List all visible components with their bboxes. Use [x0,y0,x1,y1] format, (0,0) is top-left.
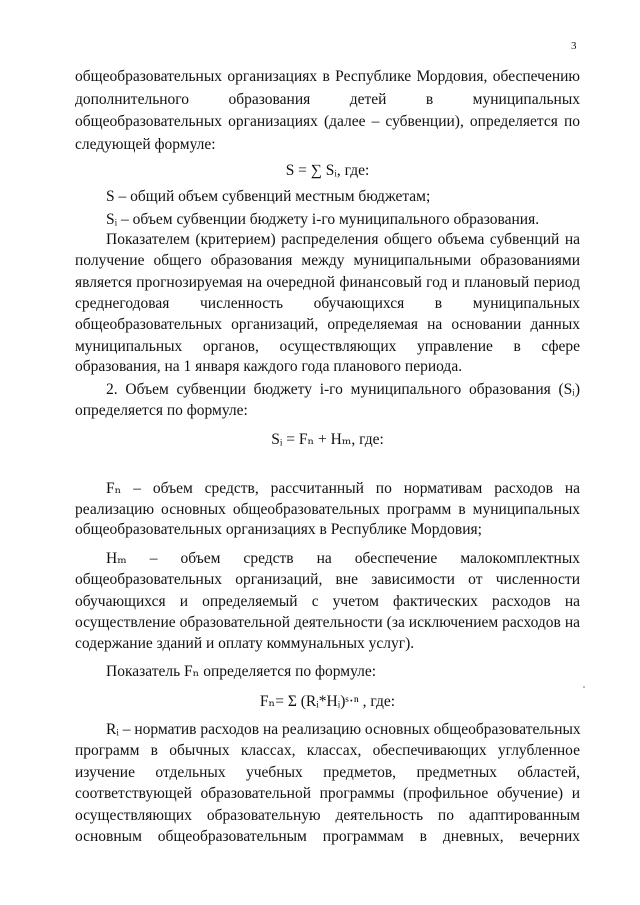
text-line: общеобразовательных организациях в Республике Мордовия; [75,521,482,538]
text-line: Rᵢ – норматив расходов на реализацию основных общеобразовательных [106,721,581,738]
text-line: соответствующей образовательной программы (профильное обучение) и [75,785,580,802]
text-line: общеобразовательных организаций, вне зависимости от численности [75,571,580,588]
text-line: дополнительного образования детей в муниципальных [75,91,580,108]
text-line: общеобразовательных организаций, определяемая на основании данных [75,316,580,333]
text-line: Hₘ – объем средств на обеспечение малокомплектных [106,550,580,567]
text-line: следующей формуле: [75,136,216,153]
text-line: изучение отдельных учебных предметов, предметных областей, [75,764,580,781]
text-line: обучающихся и определяемый с учетом фактических расходов на [75,593,580,610]
text-line: Показателем (критерием) распределения общего объема субвенций на [106,231,580,248]
page-number: 3 [571,40,577,52]
text-line: реализацию основных общеобразовательных программ в муниципальных [75,501,580,518]
text-line: среднегодовая численность обучающихся в муниципальных [75,295,580,312]
text-line: Fₙ – объем средств, рассчитанный по нормативам расходов на [106,480,580,497]
text-line: осуществление образовательной деятельности (за исключением расходов на [75,614,580,631]
formula-si: Sᵢ = Fₙ + Hₘ, где: [271,431,384,448]
text-line: программ в обычных классах, классах, обеспечивающих углубленное [75,742,580,759]
text-line: является прогнозируемая на очередной финансовый год и плановый период [75,274,580,291]
text-line: Sᵢ – объем субвенции бюджету i-го муниципального образования. [106,211,540,228]
text-line: Показатель Fₙ определяется по формуле: [106,663,377,680]
text-line: муниципальных органов, осуществляющих управление в сфере [75,338,580,355]
formula-s-sum: S = ∑ Sᵢ, где: [285,162,370,179]
text-line: основным общеобразовательным программам в дневных, вечерних [75,828,580,845]
text-line: 2. Объем субвенции бюджету i-го муниципального образования (Sᵢ) [106,381,580,398]
formula-fn: Fₙ= Σ (Rᵢ*Hᵢ)ˢ·ⁿ , где: [259,693,396,710]
text-line: осуществляющих образовательную деятельность по адаптированным [75,807,580,824]
text-line: содержание зданий и оплату коммунальных услуг). [75,635,415,652]
text-line: общеобразовательных организациях в Республике Мордовия, обеспечению [75,68,580,85]
text-line: получение общего образования между муниципальными образованиями [75,252,580,269]
text-line: общеобразовательных организациях (далее – субвенции), определяется по [75,113,580,130]
text-line: S – общий объем субвенций местным бюджетам; [106,188,431,205]
scan-speck [583,686,585,688]
text-line: определяется по формуле: [75,402,248,419]
text-line: образования, на 1 января каждого года планового периода. [75,358,463,375]
